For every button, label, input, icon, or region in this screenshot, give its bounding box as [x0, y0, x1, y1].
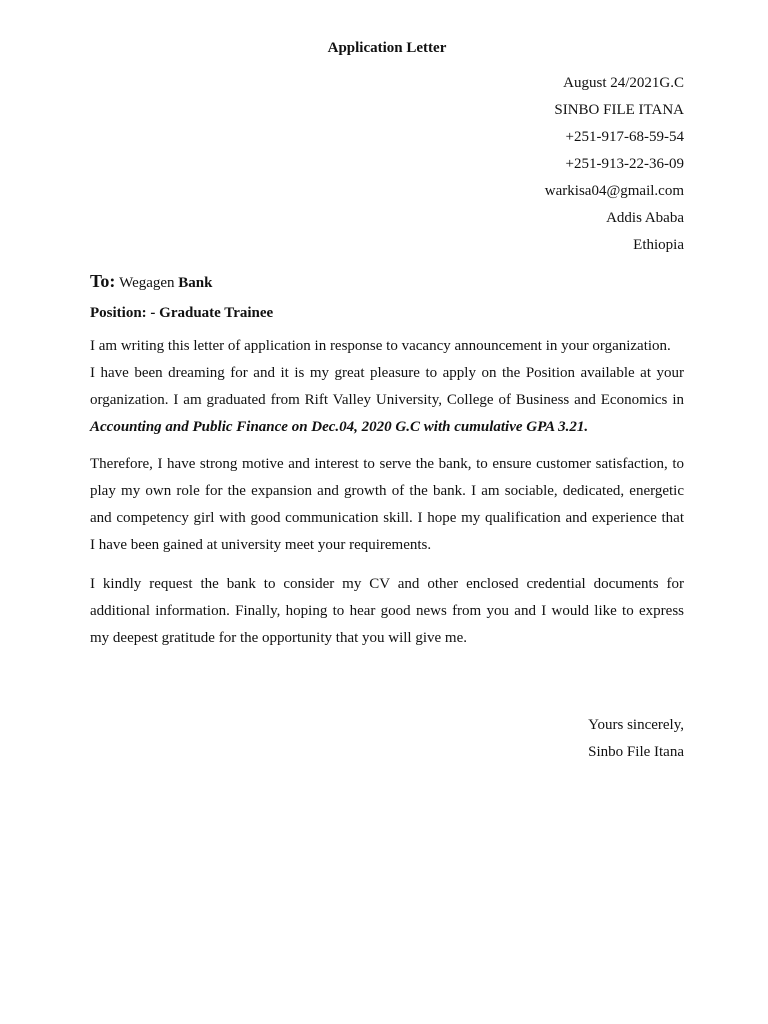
valediction: Yours sincerely, [588, 717, 684, 733]
paragraph-1-line-4: Accounting and Public Finance on Dec.04, 2020 G.C with cumulative GPA 3.21. [90, 419, 589, 435]
recipient-line [90, 271, 213, 292]
paragraph-2 [90, 451, 684, 559]
paragraph-1-line-2: I have been dreaming for and it is my great pleasure to apply on the Position available at your [90, 365, 684, 381]
sender-phone-1: +251-917-68-59-54 [565, 129, 684, 145]
paragraph-3-line-1: I kindly request the bank to consider my CV and other enclosed credential documents for [90, 576, 684, 592]
paragraph-1-line-1: I am writing this letter of application in response to vacancy announcement in your organization. [90, 338, 671, 354]
recipient-company-suffix: Bank [174, 275, 213, 291]
sender-block [545, 70, 684, 259]
paragraph-2-line-1: Therefore, I have strong motive and interest to serve the bank, to ensure customer satisfaction, to [90, 456, 684, 472]
paragraph-1 [90, 333, 684, 441]
paragraph-3 [90, 571, 684, 652]
recipient-company: Wegagen [119, 275, 175, 291]
sender-email: warkisa04@gmail.com [544, 183, 684, 199]
position-line: Position: - Graduate Trainee [90, 305, 274, 321]
sender-name: SINBO FILE ITANA [554, 102, 684, 118]
paragraph-3-line-3: my deepest gratitude for the opportunity that you will give me. [90, 630, 467, 646]
letter-title: Application Letter [327, 40, 447, 56]
paragraph-2-line-4: I have been gained at university meet your requirements. [90, 537, 432, 553]
sender-country: Ethiopia [633, 237, 684, 253]
sender-phone-2: +251-913-22-36-09 [565, 156, 684, 172]
letter-date: August 24/2021G.C [563, 75, 684, 91]
paragraph-2-line-3: and competency girl with good communication skill. I hope my qualification and experience that [90, 510, 684, 526]
closing-block [588, 712, 684, 766]
paragraph-3-line-2: additional information. Finally, hoping to hear good news from you and I would like to express [90, 603, 684, 619]
signature-name: Sinbo File Itana [588, 744, 684, 760]
sender-city: Addis Ababa [606, 210, 684, 226]
paragraph-2-line-2: play my own role for the expansion and growth of the bank. I am sociable, dedicated, energetic [90, 483, 684, 499]
paragraph-1-line-3: organization. I am graduated from Rift Valley University, College of Business and Economics in [90, 392, 684, 408]
recipient-label: To: [90, 271, 116, 291]
